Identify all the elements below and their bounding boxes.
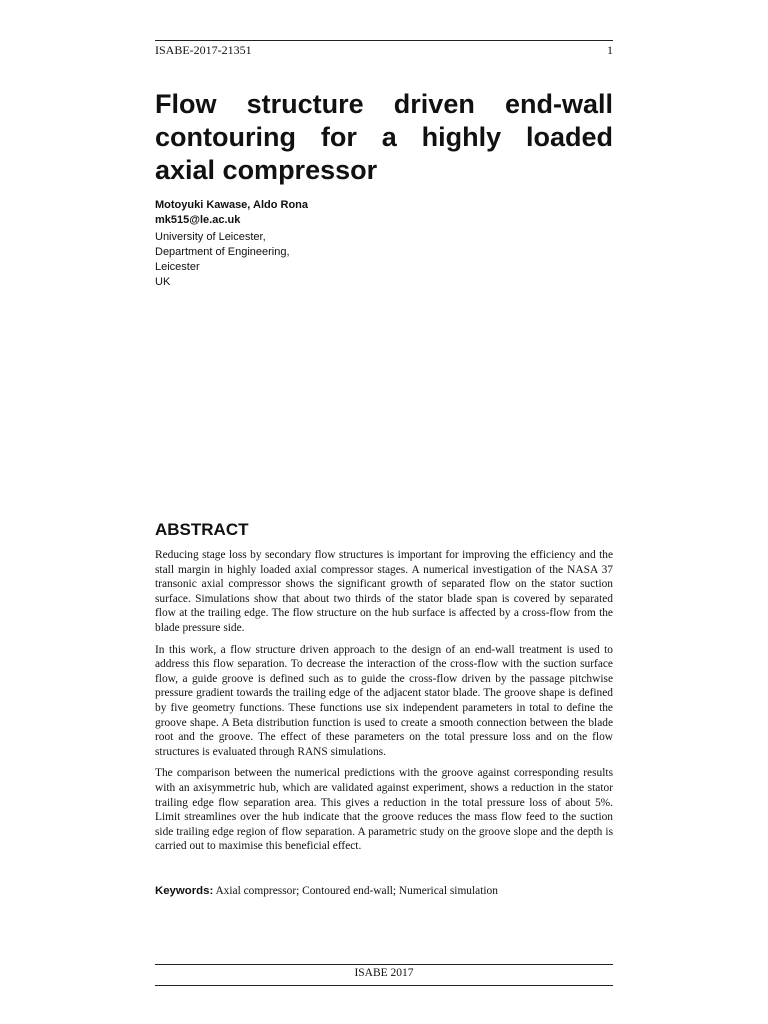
author-names: Motoyuki Kawase, Aldo Rona [155, 199, 309, 211]
title-line: Flow structure driven end-wall [155, 89, 613, 119]
affiliation-line: Leicester [155, 261, 200, 273]
page-number: 1 [607, 43, 613, 57]
abstract-paragraph: The comparison between the numerical predictions with the groove against corresponding results with an axisymmetric hub, which are validated against experiment, shows a reduction in the stator trailing edge flow separation area. This gives a reduction in the total pressure loss of about 5%. Limit streamlines over the hub indicate that the groove reduces the mass flow feed to the suction side trailing edge region of flow separation. A parametric study on the groove slope and the depth is carried out to maximise this beneficial effect. [155, 767, 613, 853]
paper-id: ISABE-2017-21351 [155, 43, 252, 57]
keywords-label: Keywords: [155, 885, 214, 897]
keywords-line [155, 885, 498, 897]
abstract-paragraph: Reducing stage loss by secondary flow structures is important for improving the efficiency and the stall margin in highly loaded axial compressor stages. A numerical investigation of the NASA 37 transonic axial compressor shows the significant growth of separated flow on the stator suction surface. Simulations show that about two thirds of the stator blade span is covered by separated flow at the trailing edge. The flow structure on the hub surface is affected by a cross-flow from the blade pressure side. [155, 549, 613, 634]
author-block [155, 198, 308, 228]
running-footer: ISABE 2017 [354, 967, 414, 979]
title-line: axial compressor [155, 155, 378, 185]
affiliation-block [155, 230, 290, 290]
affiliation-line: Department of Engineering, [155, 246, 290, 258]
paper-page [155, 0, 613, 1024]
abstract-paragraph: In this work, a flow structure driven approach to the design of an end-wall treatment is used to address this flow separation. To decrease the interaction of the cross-flow with the suction surface flow, a guide groove is defined such as to guide the cross-flow driven by the passage pitchwise pressure gradient towards the trailing edge of the adjacent stator blade. The groove shape is defined by five geometry functions. These functions use six independent parameters in total to define the groove shape. A Beta distribution function is used to create a smooth connection between the blade root and the groove. The effect of these parameters on the total pressure loss and on the flow structures is evaluated through RANS simulations. [155, 643, 613, 758]
footer-rule-top [155, 964, 613, 965]
header-rule [155, 40, 613, 41]
footer-rule-bottom [155, 985, 613, 986]
author-email: mk515@le.ac.uk [155, 214, 241, 226]
keywords-text: Axial compressor; Contoured end-wall; Numerical simulation [215, 885, 498, 897]
title-line: contouring for a highly loaded [155, 122, 613, 152]
running-header [155, 43, 613, 59]
affiliation-line: UK [155, 276, 171, 288]
abstract-body [155, 548, 613, 861]
affiliation-line: University of Leicester, [155, 231, 266, 243]
abstract-heading: ABSTRACT [155, 520, 249, 539]
paper-title [155, 88, 613, 187]
